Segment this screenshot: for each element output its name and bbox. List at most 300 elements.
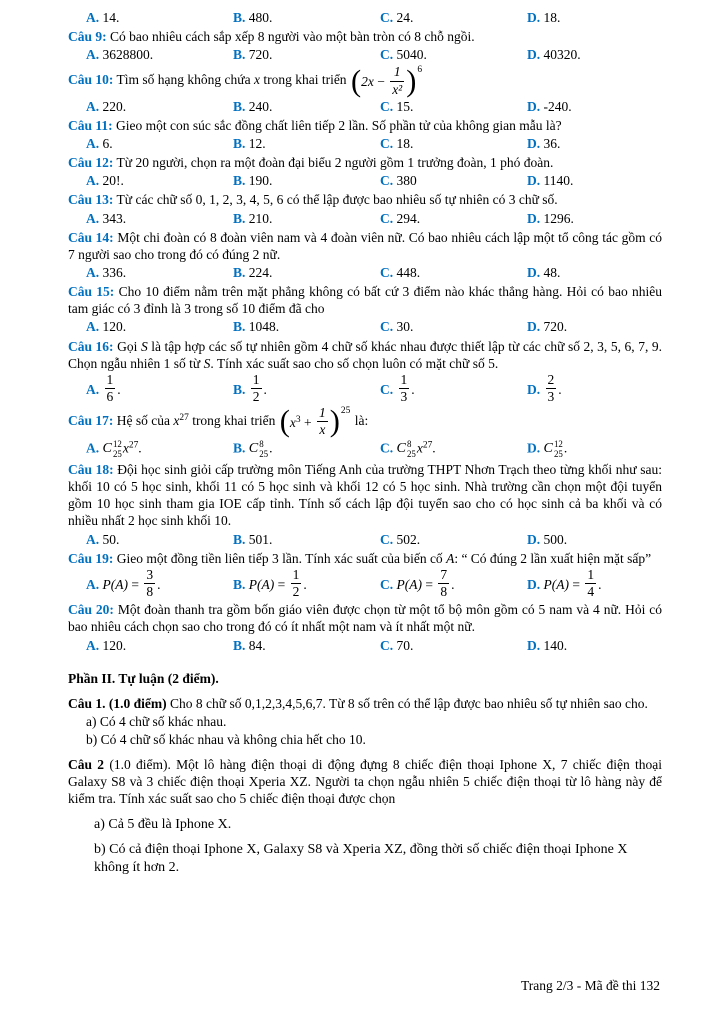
math-variable: P(A) <box>248 576 275 592</box>
option-letter: D. <box>527 173 541 189</box>
combination-subscript: 25 <box>259 448 269 459</box>
math-variable: x <box>173 412 180 428</box>
text-run: a) Có 4 chữ số khác nhau. <box>86 713 227 729</box>
text-run: 1296. <box>543 210 574 226</box>
question-label: Câu 20: <box>68 602 114 618</box>
text-run: là tập hợp các số tự nhiên gồm 4 chữ số khác nhau được thiết lập từ các chữ số 2, 3, 5, 6, 7, 9. Chọn ngẫu nhiên 1 số từ <box>68 338 663 371</box>
answer-option <box>380 172 527 189</box>
text-run: 1140. <box>543 173 574 189</box>
fraction-denominator: 6 <box>106 389 114 405</box>
answer-option <box>527 9 662 26</box>
fraction-numerator: 1 <box>317 406 328 422</box>
text-run: trong khai triển <box>259 72 350 88</box>
option-letter: D. <box>527 319 541 335</box>
options-row <box>68 373 662 404</box>
fraction-numerator: 1 <box>390 65 404 81</box>
answer-option <box>380 46 527 63</box>
option-letter: D. <box>527 576 541 592</box>
text-run: 50. <box>102 531 120 547</box>
text-run: 70. <box>396 637 414 653</box>
option-letter: A. <box>86 210 100 226</box>
option-letter: B. <box>233 173 246 189</box>
text-run: Gieo một đồng tiền liên tiếp 3 lần. Tính xác suất của biến cố <box>116 550 447 566</box>
options-row <box>68 568 662 599</box>
option-letter: A. <box>86 381 100 397</box>
page-footer <box>521 977 660 994</box>
option-letter: B. <box>233 576 246 592</box>
text-run: . <box>138 439 142 455</box>
question-stem <box>68 28 662 45</box>
text-run: 3628800. <box>102 47 154 63</box>
superscript: 3 <box>295 415 301 426</box>
option-letter: D. <box>527 381 541 397</box>
option-letter: D. <box>527 265 541 281</box>
text-run: Cho 10 điểm nằm trên mặt phẳng không có bất cứ 3 điểm nào khác thẳng hàng. Hỏi có bao nhiêu tam giác có 3 đỉnh là 3 trong số 10 điểm đã cho <box>68 284 662 317</box>
text-run: 220. <box>102 98 127 114</box>
question-label: Câu 18: <box>68 462 114 478</box>
text-run: 501. <box>248 531 273 547</box>
answer-option <box>527 264 662 281</box>
text-run: 5040. <box>396 47 427 63</box>
text-run: . <box>263 381 267 397</box>
text-run: 240. <box>248 98 273 114</box>
answer-option <box>86 46 233 63</box>
text-run: (1.0 điểm). Một lô hàng điện thoại di động đựng 8 chiếc điện thoại Iphone X, 7 chiếc điện thoại Galaxy S8 và 3 chiếc điện thoại Xperia XZ. Người ta chọn ngẫu nhiên 5 chiếc điện thoại từ lô hàng này để kiểm tra. Tính xác suất sao cho 5 chiếc điện thoại được chọn <box>68 757 662 807</box>
exam-content <box>68 9 662 877</box>
math-variable: S <box>140 338 148 354</box>
text-run: 18. <box>396 136 414 152</box>
math-variable: x <box>416 439 423 455</box>
answer-option <box>380 9 527 26</box>
superscript: 27 <box>128 440 139 451</box>
answer-option <box>380 439 527 459</box>
answer-option <box>233 210 380 227</box>
text-run: 224. <box>248 265 273 281</box>
options-row <box>68 264 662 281</box>
question-stem <box>68 338 662 372</box>
option-letter: C. <box>380 47 394 63</box>
fraction <box>546 373 557 404</box>
answer-option <box>380 264 527 281</box>
combination-superscript: 12 <box>112 438 122 449</box>
text-run: Có bao nhiêu cách sắp xếp 8 người vào một bàn tròn có 8 chỗ ngồi. <box>110 29 475 45</box>
option-letter: B. <box>233 319 246 335</box>
question-label: Câu 16: <box>68 338 114 354</box>
question-stem <box>68 550 662 567</box>
answer-option <box>527 98 662 115</box>
text-run: Cho 8 chữ số 0,1,2,3,4,5,6,7. Từ 8 số trên có thể lập được bao nhiêu số tự nhiên sao cho. <box>166 695 648 711</box>
question-label: Câu 12: <box>68 155 114 171</box>
fraction-numerator: 1 <box>291 568 302 584</box>
combination-subscript: 25 <box>553 448 563 459</box>
combination-scripts <box>554 439 563 459</box>
options-row <box>68 98 662 115</box>
options-row <box>68 9 662 26</box>
answer-option <box>86 135 233 152</box>
text-run: 12. <box>248 136 266 152</box>
answer-option <box>233 373 380 404</box>
option-letter: B. <box>233 637 246 653</box>
answer-option <box>527 568 662 599</box>
text-run: 24. <box>396 10 414 25</box>
question-stem <box>68 406 662 437</box>
fraction <box>390 65 404 96</box>
answer-option <box>233 172 380 189</box>
text-run: 18. <box>543 10 561 25</box>
text-run: 720. <box>543 319 568 335</box>
text-run: Tìm số hạng không chứa <box>116 72 254 88</box>
text-run: 480. <box>248 10 273 25</box>
list-item <box>68 731 662 748</box>
text-run: 210. <box>248 210 273 226</box>
text-run: b) Có 4 chữ số khác nhau và không chia hết cho 10. <box>86 732 366 748</box>
fraction-numerator: 1 <box>399 373 410 389</box>
option-letter: B. <box>233 381 246 397</box>
math-variable: 2x <box>361 74 374 90</box>
page-footer-text: Trang 2/3 - Mã đề thi 132 <box>521 977 660 993</box>
option-letter: C. <box>380 319 394 335</box>
options-row <box>68 46 662 63</box>
text-run: 48. <box>543 265 561 281</box>
text-run: 294. <box>396 210 421 226</box>
text-run: . <box>411 381 415 397</box>
fraction <box>317 406 328 437</box>
option-letter: B. <box>233 439 246 455</box>
answer-option <box>527 439 662 459</box>
option-letter: C. <box>380 136 394 152</box>
open-paren: ( <box>279 404 290 439</box>
math-expression <box>351 65 422 96</box>
answer-option <box>233 46 380 63</box>
list-item <box>68 713 662 730</box>
fraction-numerator: 7 <box>438 568 449 584</box>
text-run: b) Có cả điện thoại Iphone X, Galaxy S8 và Xperia XZ, đồng thời số chiếc điện thoại Iphone X không ít hơn 2. <box>94 842 628 876</box>
combination-letter: C <box>248 439 259 456</box>
answer-option <box>86 172 233 189</box>
option-letter: D. <box>527 439 541 455</box>
math-variable: x <box>289 414 296 430</box>
option-letter: B. <box>233 265 246 281</box>
combination-letter: C <box>543 439 553 456</box>
question-label: Câu 11: <box>68 117 113 133</box>
expression-body <box>290 406 330 437</box>
answer-option <box>233 9 380 26</box>
section-heading <box>68 670 662 687</box>
text-run: 84. <box>248 637 266 653</box>
combination-subscript: 25 <box>406 448 416 459</box>
option-letter: A. <box>86 265 100 281</box>
fraction-denominator: 8 <box>146 584 154 600</box>
fraction <box>438 568 449 599</box>
option-letter: C. <box>380 576 394 592</box>
combination-scripts <box>113 439 122 459</box>
exponent: 25 <box>340 406 351 417</box>
option-letter: A. <box>86 136 100 152</box>
options-row <box>68 135 662 152</box>
text-run: . <box>269 439 273 455</box>
option-letter: B. <box>233 531 246 547</box>
option-letter: C. <box>380 210 394 226</box>
text-run: . <box>598 576 602 592</box>
option-letter: B. <box>233 98 246 114</box>
option-letter: C. <box>380 265 394 281</box>
fraction-denominator: 4 <box>587 584 595 600</box>
answer-option <box>86 98 233 115</box>
answer-option <box>380 210 527 227</box>
close-paren: ) <box>329 404 340 439</box>
text-run: 190. <box>248 173 273 189</box>
answer-option <box>527 210 662 227</box>
expression-body <box>361 65 406 96</box>
options-row <box>68 210 662 227</box>
option-letter: C. <box>380 637 394 653</box>
answer-option <box>527 373 662 404</box>
option-letter: C. <box>380 98 394 114</box>
text-run: 15. <box>396 98 414 114</box>
answer-option <box>233 531 380 548</box>
option-letter: C. <box>380 531 394 547</box>
question-stem <box>68 461 662 530</box>
option-letter: A. <box>86 173 100 189</box>
option-letter: A. <box>86 637 100 653</box>
fraction-denominator: 8 <box>440 584 448 600</box>
text-run: . <box>451 576 455 592</box>
text-run: . <box>432 439 436 455</box>
option-letter: A. <box>86 531 100 547</box>
text-run: 120. <box>102 637 127 653</box>
options-row <box>68 531 662 548</box>
question-label: Câu 15: <box>68 284 115 300</box>
question-label: Câu 13: <box>68 192 114 208</box>
essay-question-label: Câu 2 <box>68 757 105 773</box>
text-run: 6. <box>102 136 113 152</box>
answer-option <box>233 439 380 459</box>
option-letter: A. <box>86 47 100 63</box>
text-run: . <box>563 439 568 455</box>
combination-symbol <box>544 439 563 459</box>
fraction-numerator: 2 <box>546 373 557 389</box>
answer-option <box>86 264 233 281</box>
list-item <box>68 841 662 877</box>
fraction <box>585 568 596 599</box>
answer-option <box>527 172 662 189</box>
text-run: 380 <box>396 173 417 189</box>
math-variable: P(A) <box>543 576 569 592</box>
math-variable: x <box>253 72 260 88</box>
text-run: Một đoàn thanh tra gồm bốn giáo viên được chọn từ một tổ bộ môn gồm có 5 nam và 4 nữ. Hỏi có bao nhiêu cách chọn sao cho trong đó có ít nhất một nam và ít nhất một nữ. <box>68 602 663 635</box>
option-letter: A. <box>86 319 100 335</box>
option-letter: B. <box>233 47 246 63</box>
question-label: Câu 17: <box>68 412 114 428</box>
fraction <box>399 373 410 404</box>
option-letter: D. <box>527 210 541 226</box>
answer-option <box>233 135 380 152</box>
text-run: Gieo một con súc sắc đồng chất liên tiếp 2 lần. Số phần tử của không gian mẫu là? <box>116 117 562 133</box>
answer-option <box>86 210 233 227</box>
combination-subscript: 25 <box>112 448 122 459</box>
essay-question <box>68 756 662 807</box>
text-run: 140. <box>543 637 568 653</box>
question-stem <box>68 601 662 635</box>
answer-option <box>86 568 233 599</box>
fraction <box>144 568 155 599</box>
text-run: . <box>303 576 307 592</box>
option-letter: D. <box>527 637 541 653</box>
text-run: . <box>157 576 161 592</box>
text-run: 120. <box>102 319 127 335</box>
options-row <box>68 637 662 654</box>
answer-option <box>380 373 527 404</box>
question-label: Câu 14: <box>68 229 114 245</box>
combination-letter: C <box>396 439 406 456</box>
superscript: 27 <box>422 440 433 451</box>
answer-option <box>86 9 233 26</box>
question-stem <box>68 229 662 263</box>
question-stem <box>68 117 662 134</box>
text-run: trong khai triển <box>188 412 279 428</box>
math-variable: S <box>203 355 211 371</box>
text-run: 502. <box>396 531 421 547</box>
fraction-denominator: 3 <box>400 389 408 405</box>
exponent: 6 <box>417 65 423 76</box>
answer-option <box>86 318 233 335</box>
text-run: 36. <box>543 136 561 152</box>
fraction-numerator: 3 <box>144 568 155 584</box>
question-label: Câu 10: <box>68 72 114 88</box>
text-run: a) Cả 5 đều là Iphone X. <box>94 816 232 832</box>
answer-option <box>380 637 527 654</box>
option-letter: C. <box>380 439 394 455</box>
text-run: . <box>117 381 121 397</box>
option-letter: C. <box>380 173 394 189</box>
answer-option <box>380 135 527 152</box>
options-row <box>68 439 662 459</box>
fraction-denominator: 2 <box>252 389 260 405</box>
combination-scripts <box>259 439 268 459</box>
text-run: : “ Có đúng 2 lần xuất hiện mặt sấp” <box>454 550 652 566</box>
text-run: 30. <box>396 319 414 335</box>
answer-option <box>86 637 233 654</box>
question-label: Câu 19: <box>68 550 114 566</box>
text-run: 336. <box>102 265 127 281</box>
text-run: 1048. <box>248 319 280 335</box>
option-letter: D. <box>527 531 541 547</box>
text-run: = <box>274 576 289 592</box>
text-run: Hệ số của <box>116 412 174 428</box>
answer-option <box>380 568 527 599</box>
option-letter: D. <box>527 47 541 63</box>
text-run: là: <box>351 412 369 428</box>
answer-option <box>527 531 662 548</box>
text-run: Đội học sinh giỏi cấp trường môn Tiếng Anh của trường THPT Nhơn Trạch theo từng khối như sau: khối 10 có 5 học sinh, khối 11 có 5 học sinh và khối 12 có 5 học sinh. Nhà trường cần chọn một đội tuyển gồm 10 học sinh tham gia IOE cấp tỉnh. Tính số cách lập đội tuyển sao cho có học sinh cả ba khối và có nhiều nhất 2 học sinh khối 10. <box>68 462 662 529</box>
list-item <box>68 816 662 834</box>
option-letter: A. <box>86 439 100 455</box>
text-run: 20!. <box>102 173 124 189</box>
question-stem <box>68 65 662 96</box>
essay-question <box>68 695 662 712</box>
answer-option <box>86 531 233 548</box>
math-variable: P(A) <box>396 576 422 592</box>
text-run: -240. <box>543 98 572 114</box>
answer-option <box>233 637 380 654</box>
fraction-denominator: 3 <box>547 389 555 405</box>
answer-option <box>380 531 527 548</box>
math-variable: A <box>446 550 455 566</box>
combination-superscript: 8 <box>406 438 412 449</box>
answer-option <box>86 439 233 459</box>
option-letter: A. <box>86 576 100 592</box>
fraction-numerator: 1 <box>585 568 596 584</box>
math-variable: x <box>122 439 129 455</box>
math-variable: P(A) <box>102 576 128 592</box>
question-stem <box>68 191 662 208</box>
options-row <box>68 172 662 189</box>
text-run: + <box>300 414 316 430</box>
answer-option <box>527 637 662 654</box>
combination-scripts <box>407 439 416 459</box>
combination-superscript: 12 <box>553 438 563 449</box>
options-row <box>68 318 662 335</box>
question-label: Câu 9: <box>68 29 107 45</box>
fraction-denominator: 2 <box>292 584 300 600</box>
option-letter: C. <box>380 381 394 397</box>
answer-option <box>380 318 527 335</box>
text-run: 40320. <box>543 47 581 63</box>
superscript: 27 <box>179 413 189 424</box>
fraction <box>251 373 262 404</box>
option-letter: B. <box>233 10 246 25</box>
fraction <box>291 568 302 599</box>
answer-option <box>527 135 662 152</box>
option-letter: C. <box>380 10 394 25</box>
option-letter: A. <box>86 10 100 25</box>
text-run: . Tính xác suất sao cho số chọn luôn có mặt chữ số 5. <box>210 355 499 371</box>
text-run: 343. <box>102 210 127 226</box>
question-stem <box>68 283 662 317</box>
open-paren: ( <box>350 63 362 98</box>
answer-option <box>380 98 527 115</box>
text-run: = <box>127 576 143 592</box>
combination-symbol <box>103 439 122 459</box>
answer-option <box>233 568 380 599</box>
text-run: Một chi đoàn có 8 đoàn viên nam và 4 đoàn viên nữ. Có bao nhiêu cách lập một tổ công tác gồm có 7 người sao cho trong đó có đúng 2 nữ. <box>68 229 663 262</box>
text-run: − <box>373 74 389 90</box>
answer-option <box>527 46 662 63</box>
option-letter: B. <box>233 136 246 152</box>
text-run: 500. <box>543 531 568 547</box>
combination-letter: C <box>102 439 112 456</box>
math-expression <box>280 406 351 437</box>
text-run: Từ 20 người, chọn ra một đoàn đại biểu 2 người gồm 1 trưởng đoàn, 1 phó đoàn. <box>116 155 554 171</box>
combination-symbol <box>249 439 268 459</box>
text-run: 720. <box>248 47 273 63</box>
fraction <box>105 373 116 404</box>
essay-question-label: Câu 1. (1.0 điểm) <box>68 695 167 711</box>
answer-option <box>233 264 380 281</box>
fraction-denominator: x <box>319 422 326 438</box>
text-run: . <box>558 381 562 397</box>
answer-option <box>527 318 662 335</box>
answer-option <box>86 373 233 404</box>
option-letter: D. <box>527 136 541 152</box>
answer-option <box>233 318 380 335</box>
text-run: Gọi <box>117 338 141 354</box>
fraction-numerator: 1 <box>105 373 116 389</box>
combination-superscript: 8 <box>259 438 264 449</box>
close-paren: ) <box>406 63 417 98</box>
question-stem <box>68 154 662 171</box>
option-letter: B. <box>233 210 246 226</box>
